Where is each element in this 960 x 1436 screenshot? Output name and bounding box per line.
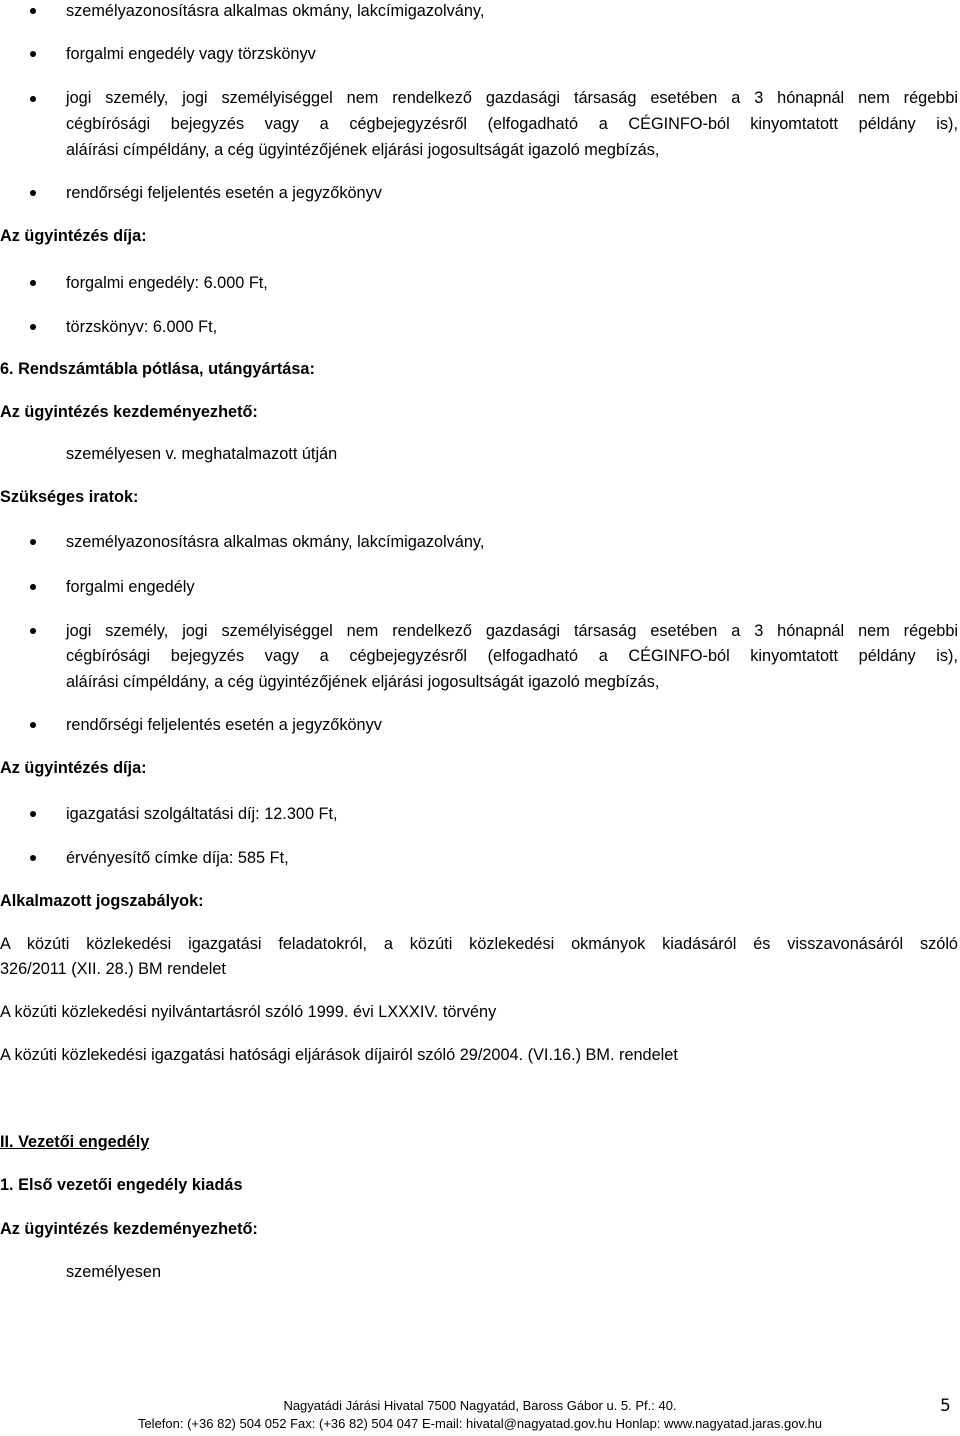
list-item: forgalmi engedély <box>66 578 195 596</box>
subsection-title: 1. Első vezetői engedély kiadás <box>0 1176 243 1194</box>
bullet <box>30 722 36 728</box>
list-item: rendőrségi feljelentés esetén a jegyzőkönyv <box>66 716 382 734</box>
list-item-continuation: cégbírósági bejegyzés vagy a cégbejegyzésről (elfogadható a CÉGINFO-ból kinyomtatott példány is), <box>66 647 958 665</box>
initiation-value: személyesen <box>66 1263 162 1281</box>
bullet <box>30 96 36 102</box>
page-number: 5 <box>940 1396 951 1416</box>
bullet <box>30 811 36 817</box>
bullet <box>30 539 36 545</box>
footer-address: Nagyatádi Járási Hivatal 7500 Nagyatád, Baross Gábor u. 5. Pf.: 40. <box>283 1398 677 1413</box>
initiation-heading: Az ügyintézés kezdeményezhető: <box>0 403 258 421</box>
bullet <box>30 280 36 286</box>
list-item-continuation: aláírási címpéldány, a cég ügyintézőjének eljárási jogosultságát igazoló megbízás, <box>66 141 660 159</box>
laws-heading: Alkalmazott jogszabályok: <box>0 892 204 910</box>
list-item: jogi személy, jogi személyiséggel nem rendelkező gazdasági társaság esetében a 3 hónapnál nem régebbi <box>66 89 958 107</box>
law-text: A közúti közlekedési nyilvántartásról szóló 1999. évi LXXXIV. törvény <box>0 1003 497 1021</box>
bullet <box>30 628 36 634</box>
list-item: érvényesítő címke díja: 585 Ft, <box>66 849 289 867</box>
bullet <box>30 8 36 14</box>
list-item-continuation: cégbírósági bejegyzés vagy a cégbejegyzésről (elfogadható a CÉGINFO-ból kinyomtatott példány is), <box>66 115 958 133</box>
list-item: forgalmi engedély: 6.000 Ft, <box>66 274 268 292</box>
list-item-continuation: aláírási címpéldány, a cég ügyintézőjének eljárási jogosultságát igazoló megbízás, <box>66 673 660 691</box>
list-item: jogi személy, jogi személyiséggel nem rendelkező gazdasági társaság esetében a 3 hónapnál nem régebbi <box>66 622 958 640</box>
list-item: igazgatási szolgáltatási díj: 12.300 Ft, <box>66 805 338 823</box>
initiation-heading: Az ügyintézés kezdeményezhető: <box>0 1220 258 1238</box>
list-item: személyazonosításra alkalmas okmány, lakcímigazolvány, <box>66 2 485 20</box>
bullet <box>30 584 36 590</box>
footer-contact: Telefon: (+36 82) 504 052 Fax: (+36 82) 504 047 E-mail: hivatal@nagyatad.gov.hu Honlap: www.nagyatad.jaras.gov.hu <box>137 1416 823 1431</box>
section-title: 6. Rendszámtábla pótlása, utángyártása: <box>0 360 315 378</box>
docs-heading: Szükséges iratok: <box>0 488 139 506</box>
initiation-value: személyesen v. meghatalmazott útján <box>66 445 338 463</box>
list-item: személyazonosításra alkalmas okmány, lakcímigazolvány, <box>66 533 485 551</box>
bullet <box>30 855 36 861</box>
list-item: forgalmi engedély vagy törzskönyv <box>66 45 316 63</box>
bullet <box>30 51 36 57</box>
list-item: rendőrségi feljelentés esetén a jegyzőkönyv <box>66 184 382 202</box>
bullet <box>30 190 36 196</box>
fee-heading: Az ügyintézés díja: <box>0 227 147 245</box>
law-text-continuation: 326/2011 (XII. 28.) BM rendelet <box>0 960 226 978</box>
law-text: A közúti közlekedési igazgatási feladatokról, a közúti közlekedési okmányok kiadásáról és visszavonásáról szóló <box>0 935 958 953</box>
law-text: A közúti közlekedési igazgatási hatósági eljárások díjairól szóló 29/2004. (VI.16.) BM. rendelet <box>0 1046 678 1064</box>
list-item: törzskönyv: 6.000 Ft, <box>66 318 218 336</box>
bullet <box>30 324 36 330</box>
fee-heading: Az ügyintézés díja: <box>0 759 147 777</box>
part-title: II. Vezetői engedély <box>0 1133 150 1151</box>
